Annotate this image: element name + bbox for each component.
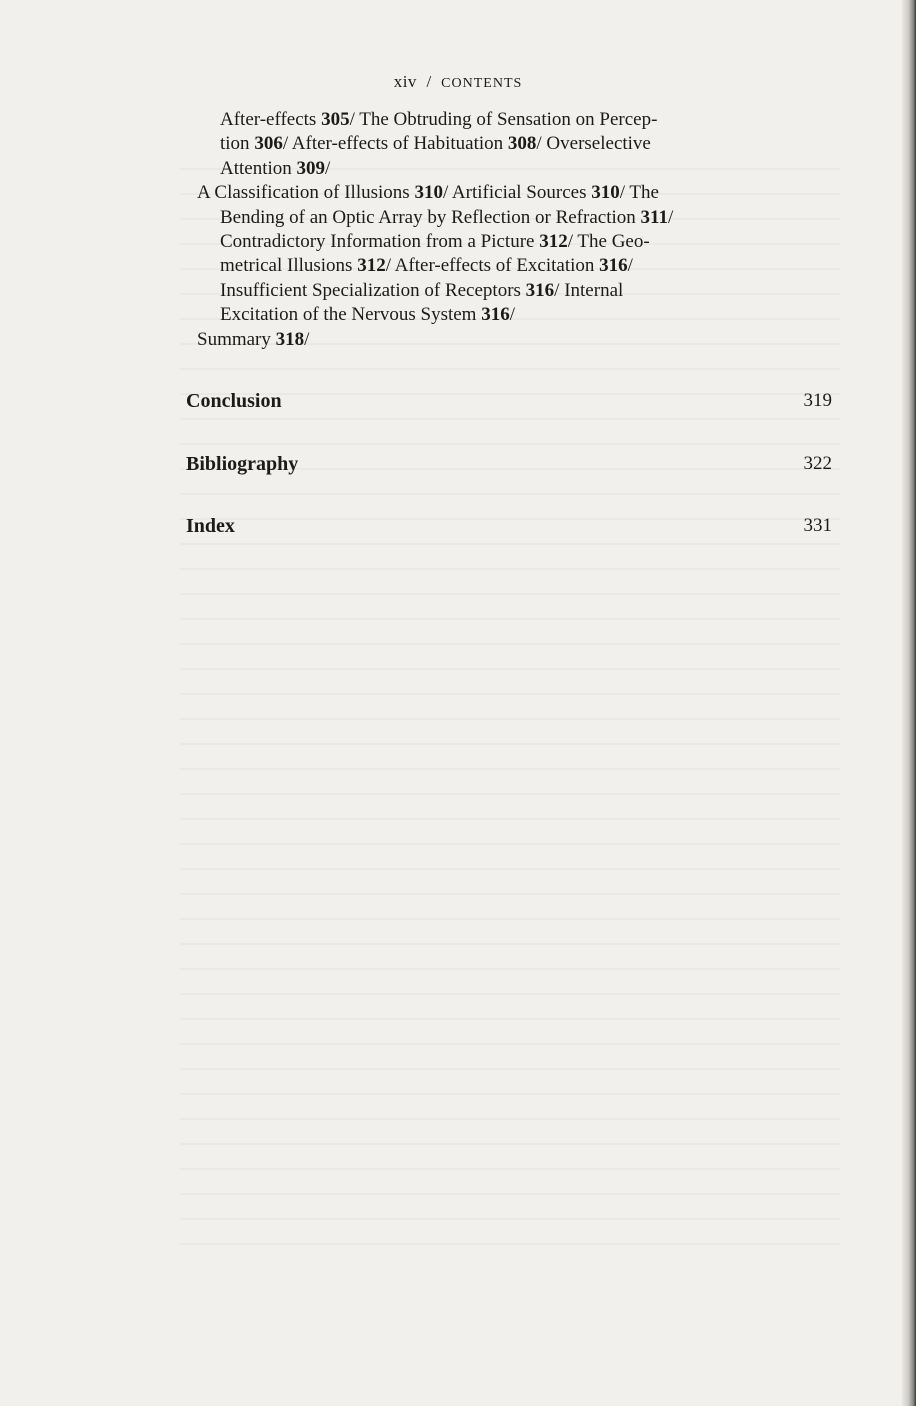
subentry-text: Insufficient Specialization of Receptors [220, 279, 526, 301]
subentry-page-number: 309 [296, 157, 326, 179]
page-edge-shadow [902, 0, 916, 1406]
subentry-page-number: 312 [357, 255, 386, 277]
subentry-text: / [667, 206, 674, 228]
subentry-text: / [325, 157, 331, 179]
entry-page: 331 [803, 515, 832, 536]
subentry-line [197, 132, 777, 156]
subentry-text: / Artificial Sources [442, 182, 592, 204]
subentry-line [197, 230, 777, 254]
toc-entry-bibliography [186, 453, 832, 476]
header-separator: / [426, 72, 432, 91]
toc-entry-conclusion [186, 390, 832, 413]
subentry-text: Excitation of the Nervous System [220, 304, 482, 326]
subentry-page-number: 305 [321, 109, 350, 130]
subentry-text: Bending of an Optic Array by Reflection or Refraction [220, 206, 641, 228]
subentry-text: / The [619, 182, 659, 204]
subentry-page-number: 310 [414, 182, 443, 204]
entry-title: Bibliography [186, 453, 299, 475]
subentry-text: / [509, 304, 515, 326]
entry-page: 322 [803, 453, 832, 474]
subentry-text: Contradictory Information from a Picture [220, 231, 540, 253]
subentry-text: Attention [220, 157, 297, 179]
subentry-text: / Overselective [536, 133, 651, 155]
subentry-line [197, 328, 777, 352]
subentry-text: / The Obtruding of Sensation on Percep- [349, 109, 658, 130]
subentry-line [197, 181, 777, 205]
subentry-line [197, 303, 777, 327]
subentry-text: / After-effects of Habituation [282, 133, 508, 155]
subentry-text: tion [220, 133, 255, 155]
subentry-text: metrical Illusions [220, 255, 358, 277]
subentry-text: / After-effects of Excitation [385, 255, 600, 277]
subentry-text: / [627, 255, 633, 277]
subentry-text: / The Geo- [567, 231, 650, 253]
subentry-page-number: 316 [481, 304, 510, 326]
entry-page: 319 [803, 390, 832, 411]
toc-entry-index [186, 515, 832, 538]
contents-subentries [197, 108, 777, 352]
subentry-text: After-effects [220, 109, 322, 130]
subentry-page-number: 316 [525, 279, 555, 301]
running-header [0, 72, 916, 92]
subentry-line [197, 206, 777, 230]
subentry-line [197, 279, 777, 303]
subentry-page-number: 312 [539, 231, 568, 253]
running-title: CONTENTS [441, 76, 523, 91]
subentry-text: / Internal [554, 279, 624, 301]
subentry-line [197, 108, 777, 132]
subentry-page-number: 310 [591, 182, 620, 204]
subentry-page-number: 311 [640, 206, 668, 228]
subentry-page-number: 316 [599, 255, 628, 277]
subentry-text: A Classification of Illusions [197, 182, 415, 204]
page-number: xiv [393, 72, 417, 91]
subentry-text: Summary [197, 328, 276, 350]
entry-title: Index [186, 515, 235, 537]
subentry-page-number: 306 [254, 133, 283, 155]
subentry-page-number: 318 [275, 328, 305, 350]
subentry-text: / [304, 328, 310, 350]
subentry-line [197, 157, 777, 181]
subentry-page-number: 308 [507, 133, 537, 155]
subentry-line [197, 254, 777, 278]
entry-title: Conclusion [186, 390, 282, 412]
